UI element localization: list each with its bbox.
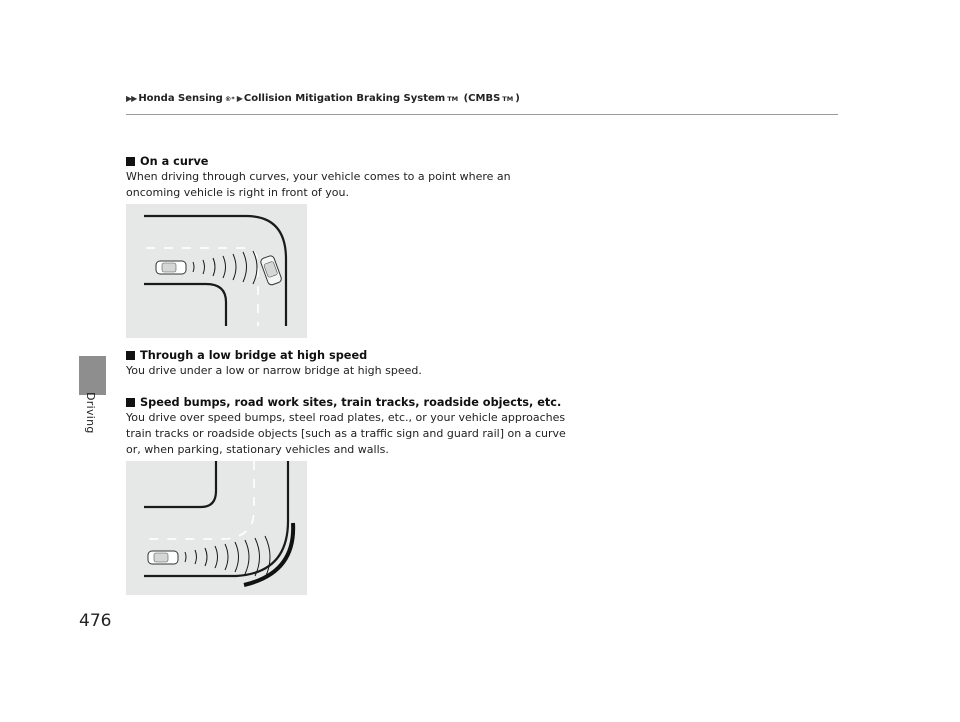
section-on-a-curve <box>126 155 586 201</box>
heading-text: On a curve <box>140 155 209 168</box>
page-number: 476 <box>79 611 112 631</box>
header-divider <box>126 114 838 115</box>
section-speed-bumps <box>126 396 566 458</box>
square-bullet-icon <box>126 157 135 166</box>
section-body: When driving through curves, your vehicle comes to a point where an oncoming vehicle is right in front of you. <box>126 170 511 199</box>
section-low-bridge <box>126 349 586 379</box>
chapter-tab <box>79 356 106 395</box>
square-bullet-icon <box>126 351 135 360</box>
triangle-arrow-icon: ▶ <box>236 94 242 103</box>
section-heading <box>126 349 586 362</box>
heading-text: Through a low bridge at high speed <box>140 349 368 362</box>
section-body: You drive under a low or narrow bridge at high speed. <box>126 364 422 377</box>
chapter-label: Driving <box>84 392 97 434</box>
section-heading <box>126 396 566 409</box>
breadcrumb <box>126 93 520 104</box>
curve-illustration <box>126 204 307 338</box>
trademark-mark-2: TM <box>502 95 514 103</box>
breadcrumb-part-2: Collision Mitigation Braking System <box>243 93 446 104</box>
trademark-mark: TM <box>447 95 459 103</box>
double-triangle-arrow-icon: ▶▶ <box>126 94 137 103</box>
breadcrumb-part-1: Honda Sensing <box>138 93 223 104</box>
square-bullet-icon <box>126 398 135 407</box>
registered-asterisk-mark: ®* <box>224 95 235 103</box>
breadcrumb-part-3: (CMBS <box>460 93 501 104</box>
heading-text: Speed bumps, road work sites, train tracks, roadside objects, etc. <box>140 396 562 409</box>
breadcrumb-part-4: ) <box>515 93 520 104</box>
section-heading <box>126 155 586 168</box>
guard-rail-illustration <box>126 461 307 595</box>
section-body: You drive over speed bumps, steel road plates, etc., or your vehicle approaches train tracks or roadside objects [such as a traffic sign and guard rail] on a curve or, when parking, stationary vehicles and walls. <box>126 411 566 456</box>
